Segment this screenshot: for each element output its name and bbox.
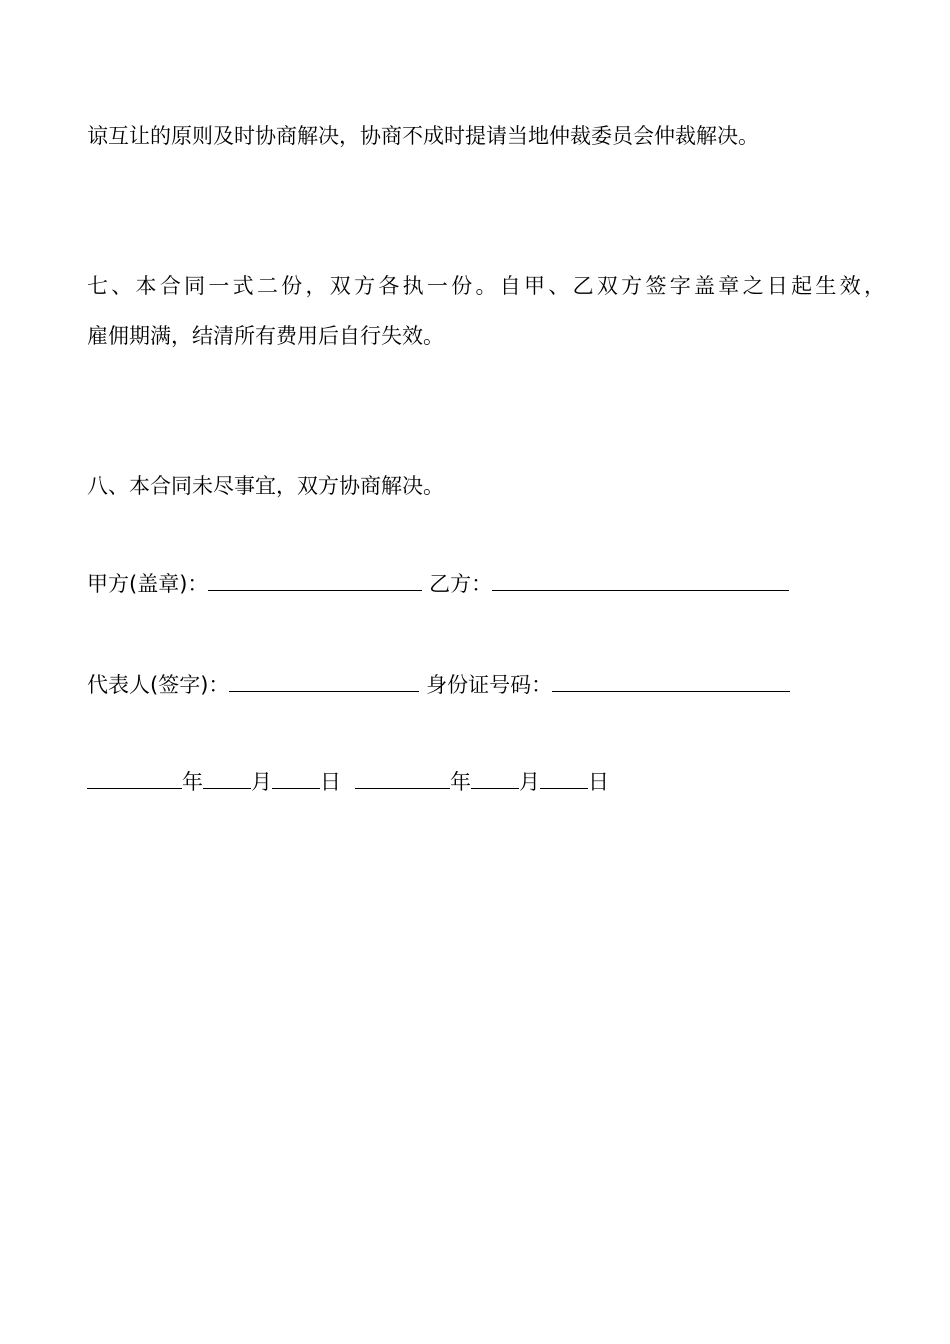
month-label: 月: [251, 770, 272, 794]
representative-blank: [229, 671, 419, 692]
party-a-label: 甲方(盖章)：: [87, 572, 209, 596]
clause-7-line-1: 七、本合同一式二份，双方各执一份。自甲、乙双方签字盖章之日起生效，: [87, 274, 885, 298]
year-label: 年: [182, 770, 203, 794]
id-number-blank: [552, 671, 790, 692]
party-a-day-blank: [272, 768, 320, 789]
clause-7-line-2: 雇佣期满，结清所有费用后自行失效。: [87, 324, 444, 348]
month-label-2: 月: [519, 770, 540, 794]
party-signature-row: [87, 570, 789, 598]
clause-8: 八、本合同未尽事宜，双方协商解决。: [87, 474, 444, 498]
party-b-label: 乙方：: [429, 572, 493, 596]
party-a-month-blank: [203, 768, 251, 789]
representative-label: 代表人(签字)：: [87, 673, 230, 697]
party-a-blank: [208, 570, 422, 591]
date-row: [87, 768, 609, 796]
party-b-year-blank: [355, 768, 450, 789]
id-number-label: 身份证号码：: [426, 673, 553, 697]
representative-row: [87, 671, 790, 699]
year-label-2: 年: [450, 770, 471, 794]
party-b-blank: [492, 570, 789, 591]
party-b-month-blank: [471, 768, 519, 789]
day-label: 日: [320, 770, 341, 794]
day-label-2: 日: [588, 770, 609, 794]
party-b-day-blank: [540, 768, 588, 789]
party-a-year-blank: [87, 768, 182, 789]
clause-6-continuation: 谅互让的原则及时协商解决，协商不成时提请当地仲裁委员会仲裁解决。: [87, 124, 759, 148]
